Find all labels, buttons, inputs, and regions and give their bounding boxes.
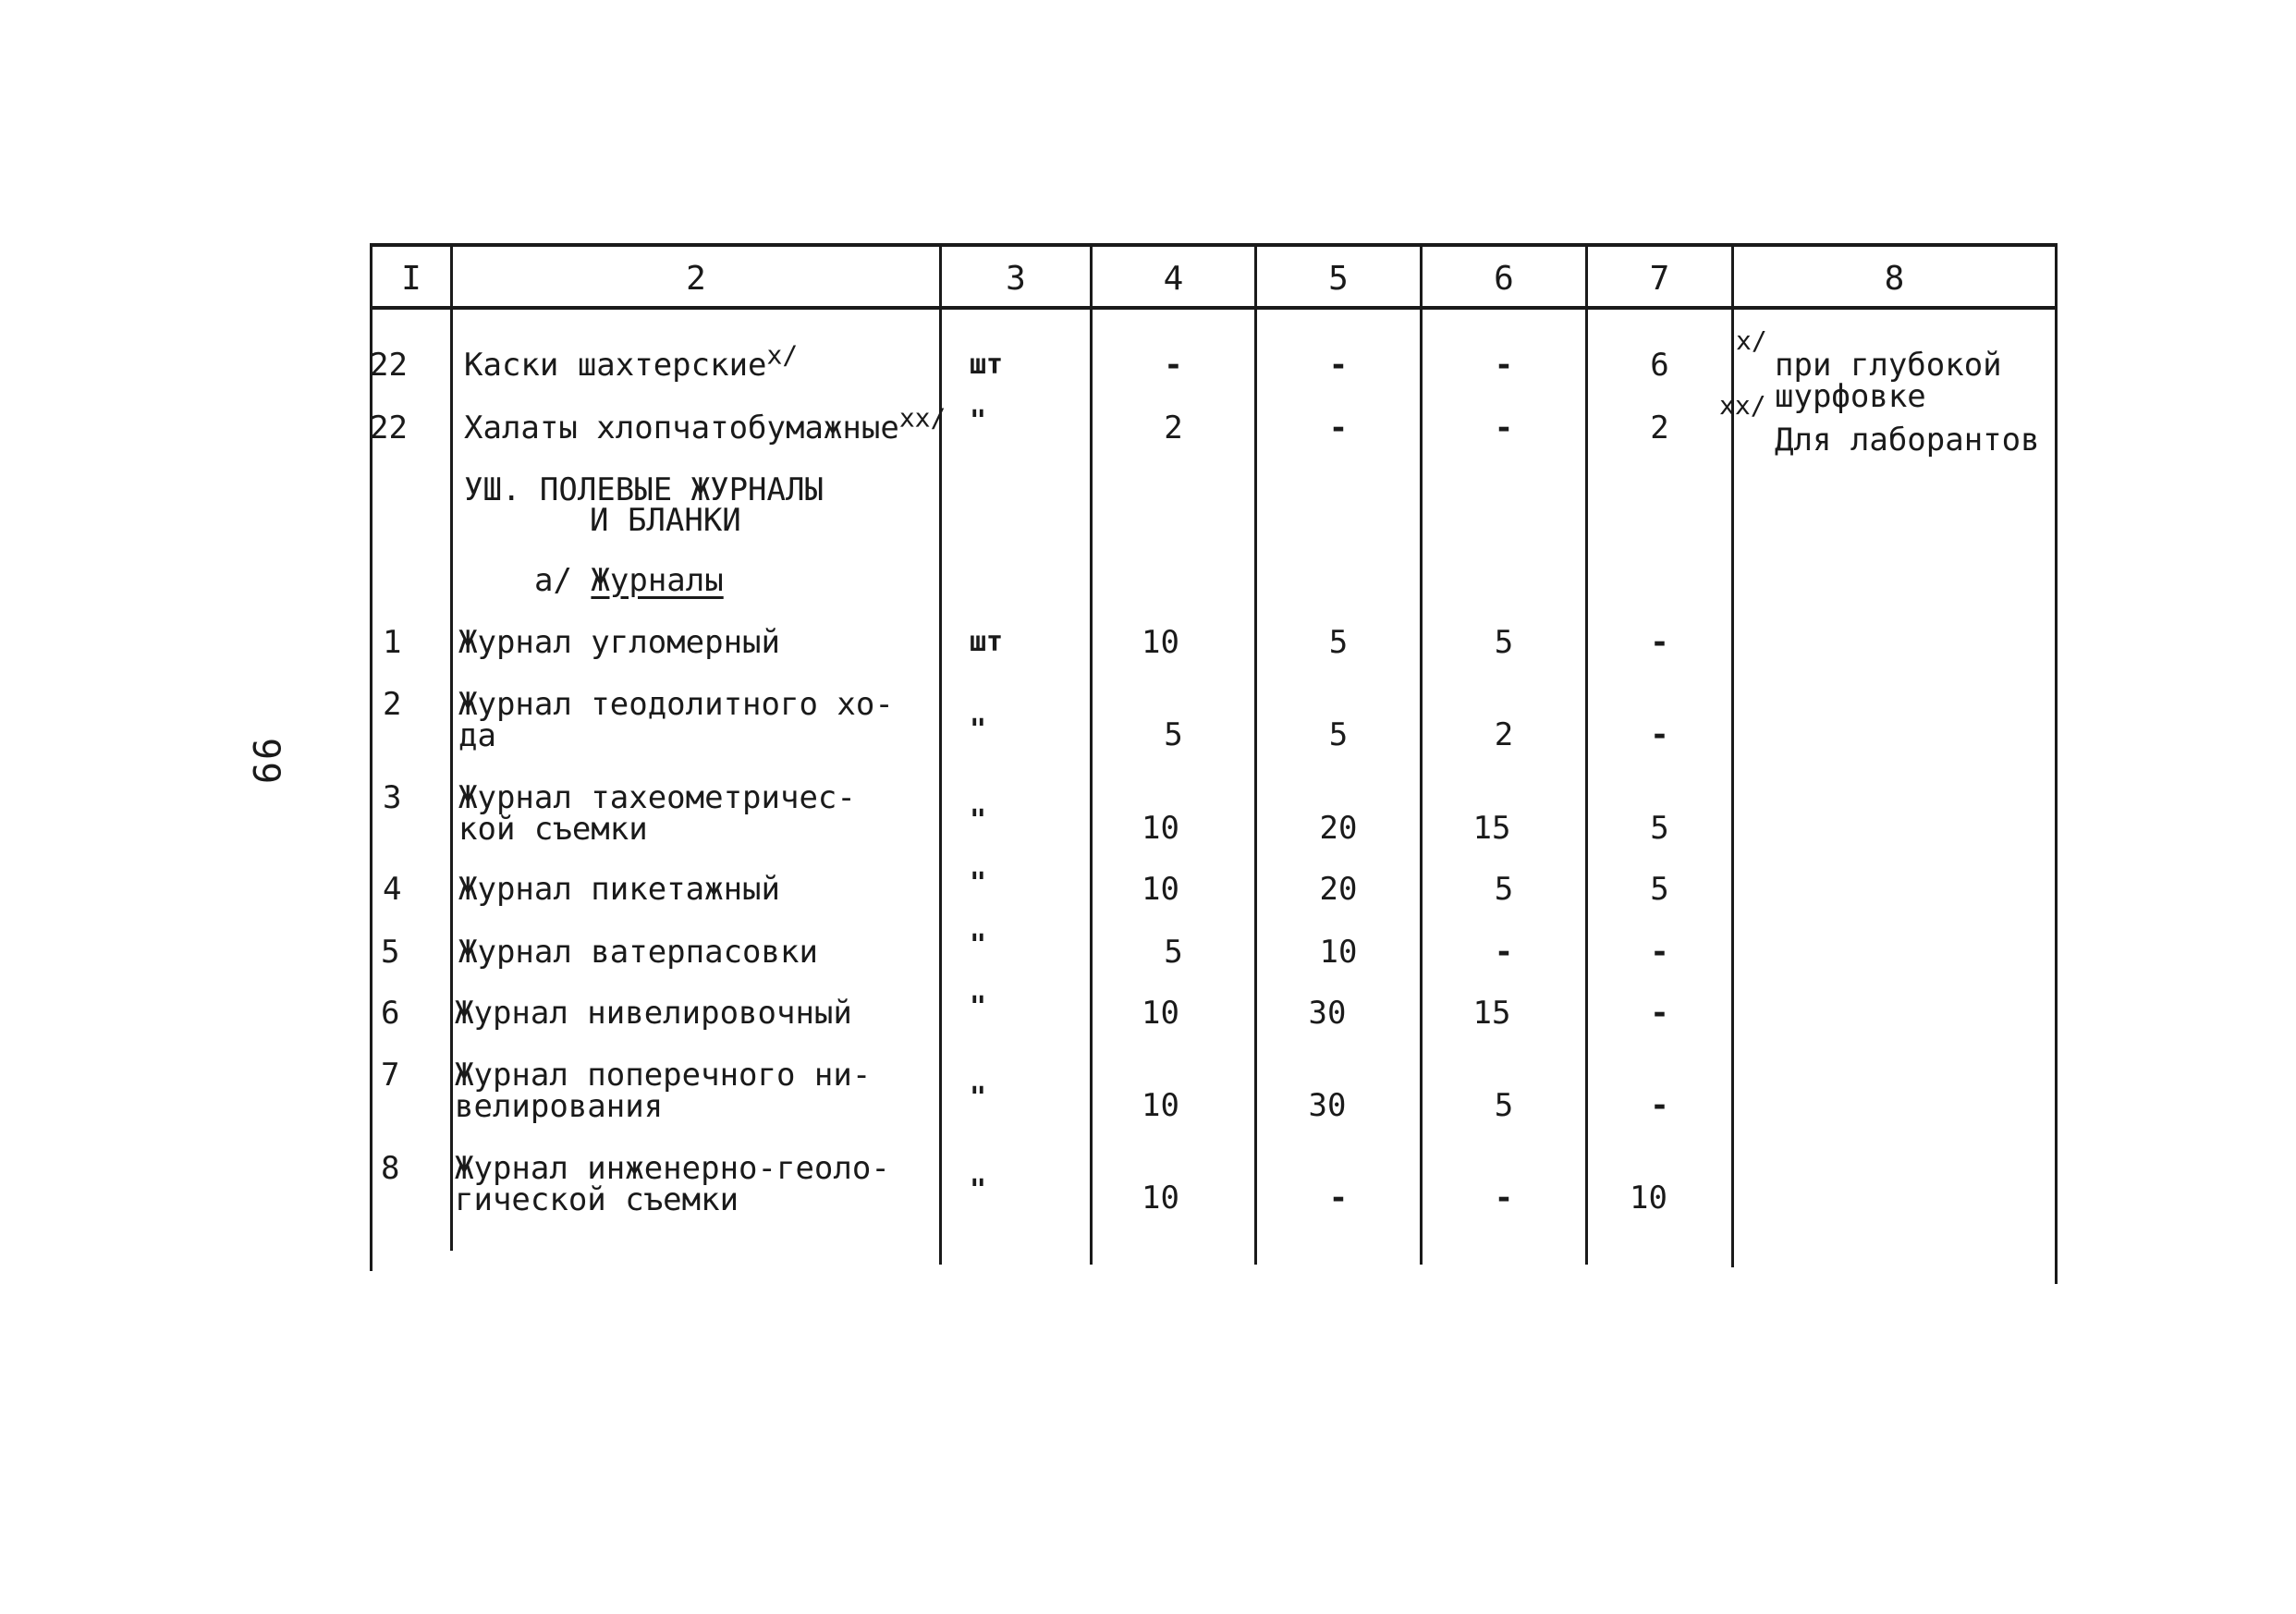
section-title: УШ. ПОЛЕВЫЕ ЖУРНАЛЫ bbox=[464, 471, 824, 508]
header-bottom-rule bbox=[370, 306, 2058, 310]
qty-col-7: 5 bbox=[1650, 871, 1669, 908]
item-name: Журнал поперечного ни- велирования bbox=[455, 1057, 872, 1125]
item-name: Журнал пикетажный bbox=[458, 871, 780, 908]
qty-col-7: 10 bbox=[1630, 1180, 1667, 1217]
qty-col-5: 20 bbox=[1319, 871, 1358, 908]
qty-col-7: - bbox=[1650, 624, 1669, 661]
unit: " bbox=[970, 991, 987, 1023]
qty-col-5: - bbox=[1328, 347, 1349, 384]
row-number: 8 bbox=[381, 1150, 400, 1187]
row-number: 6 bbox=[381, 995, 400, 1032]
note-2-mark bbox=[1719, 390, 1766, 432]
item-name: Журнал инженерно-геоло- гической съемки bbox=[455, 1150, 890, 1218]
qty-col-7: 2 bbox=[1650, 410, 1669, 446]
footnote-mark: хх/ bbox=[898, 402, 946, 434]
qty-col-7: 5 bbox=[1650, 810, 1669, 847]
qty-col-4: 10 bbox=[1142, 995, 1179, 1032]
header-col-1: I bbox=[401, 260, 421, 298]
header-col-8: 8 bbox=[1884, 260, 1905, 298]
qty-col-6: - bbox=[1494, 410, 1514, 446]
item-name-text: Халаты хлопчатобумажные bbox=[464, 410, 899, 446]
qty-col-4: 10 bbox=[1142, 1087, 1179, 1124]
qty-col-7: - bbox=[1650, 995, 1669, 1032]
qty-col-4: 10 bbox=[1142, 810, 1179, 847]
note-1-mark bbox=[1736, 325, 1767, 367]
qty-col-5: 10 bbox=[1319, 934, 1358, 971]
qty-col-6: 15 bbox=[1472, 995, 1511, 1032]
qty-col-5: 30 bbox=[1308, 1087, 1347, 1124]
note-2-footnote-mark: хх/ bbox=[1719, 390, 1766, 421]
row-number: 3 bbox=[383, 779, 402, 816]
row-number: 5 bbox=[381, 934, 400, 971]
qty-col-4: 10 bbox=[1142, 624, 1179, 661]
subsection-heading bbox=[534, 562, 724, 599]
note-1-text: при глубокой шурфовке bbox=[1775, 347, 2002, 415]
unit: " bbox=[970, 405, 987, 437]
item-name bbox=[464, 402, 946, 446]
header-col-3: 3 bbox=[1006, 260, 1026, 298]
qty-col-5: - bbox=[1328, 410, 1349, 446]
subsection-prefix: а/ bbox=[534, 562, 592, 599]
unit: шт bbox=[970, 348, 1004, 381]
qty-col-7: 6 bbox=[1650, 347, 1669, 384]
qty-col-4: 10 bbox=[1142, 871, 1179, 908]
qty-col-4: 10 bbox=[1142, 1180, 1179, 1217]
qty-col-6: 5 bbox=[1494, 1087, 1514, 1124]
row-number: 1 bbox=[383, 624, 402, 661]
unit: " bbox=[970, 804, 987, 837]
qty-col-5: 5 bbox=[1328, 624, 1349, 661]
subsection-title: Журналы bbox=[591, 562, 724, 599]
supplies-table bbox=[368, 243, 2058, 1288]
qty-col-6: - bbox=[1494, 347, 1514, 384]
qty-col-4: 2 bbox=[1164, 410, 1183, 446]
row-number: 7 bbox=[381, 1057, 400, 1094]
note-1-footnote-mark: х/ bbox=[1736, 325, 1767, 356]
section-title-line-2: И БЛАНКИ bbox=[590, 502, 741, 539]
qty-col-7: - bbox=[1650, 716, 1669, 753]
col-divider bbox=[450, 243, 453, 1251]
row-number: 4 bbox=[383, 871, 402, 908]
item-name: Журнал ватерпасовки bbox=[458, 934, 818, 971]
header-col-5: 5 bbox=[1328, 260, 1349, 298]
qty-col-7: - bbox=[1650, 1087, 1669, 1124]
item-name: Журнал теодолитного хо- да bbox=[458, 686, 894, 754]
unit: " bbox=[970, 1174, 987, 1206]
qty-col-5: 5 bbox=[1328, 716, 1349, 753]
unit: " bbox=[970, 714, 987, 746]
row-number: 22 bbox=[370, 410, 408, 446]
unit: " bbox=[970, 867, 987, 899]
qty-col-5: 20 bbox=[1319, 810, 1358, 847]
unit: " bbox=[970, 929, 987, 961]
qty-col-7: - bbox=[1650, 934, 1669, 971]
row-number: 2 bbox=[383, 686, 402, 723]
qty-col-5: 30 bbox=[1308, 995, 1347, 1032]
header-col-6: 6 bbox=[1494, 260, 1514, 298]
item-name bbox=[464, 339, 799, 384]
qty-col-5: - bbox=[1328, 1180, 1349, 1217]
col-divider bbox=[939, 243, 942, 1265]
note-2-text: Для лаборантов bbox=[1775, 422, 2040, 459]
qty-col-4: - bbox=[1164, 347, 1183, 384]
header-col-7: 7 bbox=[1649, 260, 1670, 298]
qty-col-6: 5 bbox=[1494, 624, 1514, 661]
header-col-4: 4 bbox=[1163, 260, 1184, 298]
qty-col-6: 2 bbox=[1494, 716, 1514, 753]
table-top-rule bbox=[370, 243, 2058, 247]
page-number: 99 bbox=[244, 738, 287, 787]
header-col-2: 2 bbox=[686, 260, 706, 298]
item-name: Журнал угломерный bbox=[458, 624, 780, 661]
qty-col-6: - bbox=[1494, 934, 1514, 971]
col-divider bbox=[2055, 243, 2058, 1284]
qty-col-6: 5 bbox=[1494, 871, 1514, 908]
col-divider bbox=[370, 243, 372, 1271]
qty-col-6: - bbox=[1494, 1180, 1514, 1217]
qty-col-4: 5 bbox=[1164, 934, 1183, 971]
row-number: 22 bbox=[370, 347, 408, 384]
item-name: Журнал тахеометричес- кой съемки bbox=[458, 779, 856, 848]
qty-col-4: 5 bbox=[1164, 716, 1183, 753]
qty-col-6: 15 bbox=[1472, 810, 1511, 847]
footnote-mark: х/ bbox=[766, 339, 799, 371]
item-name-text: Каски шахтерские bbox=[464, 347, 767, 384]
item-name: Журнал нивелировочный bbox=[455, 995, 852, 1032]
unit: " bbox=[970, 1082, 987, 1114]
unit: шт bbox=[970, 626, 1004, 658]
